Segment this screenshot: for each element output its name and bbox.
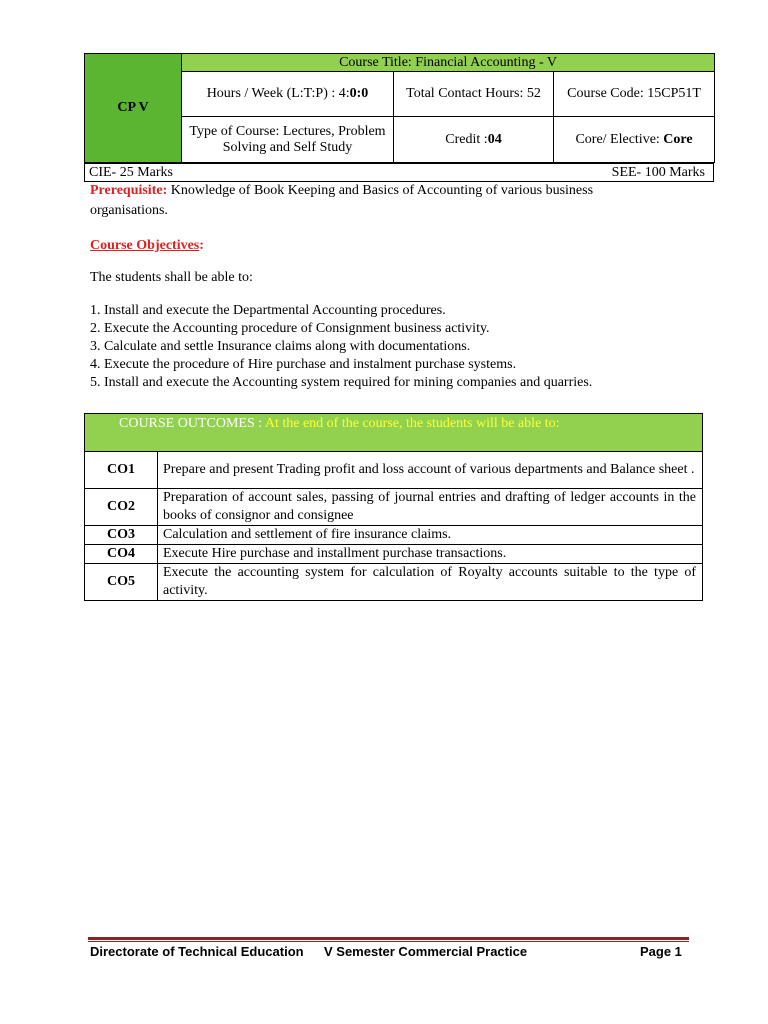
course-outcomes-table [84, 413, 703, 601]
core-label: Core/ Elective: [575, 131, 664, 147]
footer-page-number: Page 1 [640, 944, 682, 959]
prerequisite [90, 181, 650, 221]
objective-item: 3. Calculate and settle Insurance claims along with documentations. [90, 339, 471, 354]
objective-item: 2. Execute the Accounting procedure of Consignment business activity. [90, 321, 490, 336]
outcome-code: CO2 [85, 489, 158, 526]
outcome-text: Prepare and present Trading profit and loss account of various departments and Balance sheet . [158, 452, 703, 489]
hours-value: 0:0 [349, 86, 369, 101]
outcome-text: Execute the accounting system for calculation of Royalty accounts suitable to the type of activity. [158, 564, 703, 601]
hours-per-week [182, 72, 394, 117]
objectives-list [90, 302, 592, 392]
course-header-table [84, 53, 715, 163]
outcomes-subheading: At the end of the course, the students will be able to: [264, 416, 560, 431]
core-value: Core [663, 131, 693, 147]
table-row [85, 489, 703, 526]
table-row [85, 526, 703, 545]
outcome-code: CO5 [85, 564, 158, 601]
objective-item: 4. Execute the procedure of Hire purchase and instalment purchase systems. [90, 357, 517, 372]
footer-center: V Semester Commercial Practice [324, 944, 528, 959]
prerequisite-text: Knowledge of Book Keeping and Basics of Accounting of various business organisations. [90, 183, 594, 218]
outcome-code: CO4 [85, 545, 158, 564]
table-row [85, 564, 703, 601]
outcome-text: Execute Hire purchase and installment purchase transactions. [158, 545, 703, 564]
footer-divider-thin [88, 941, 689, 942]
credit [394, 117, 554, 163]
core-elective [554, 117, 715, 163]
outcomes-header [85, 414, 703, 452]
objectives-heading-colon: : [199, 238, 204, 253]
hours-label: Hours / Week (L:T:P) : 4: [206, 86, 350, 101]
type-of-course: Type of Course: Lectures, Problem Solving and Self Study [182, 117, 394, 163]
table-row [85, 545, 703, 564]
footer-divider [88, 937, 689, 940]
cie-marks: CIE- 25 Marks [89, 165, 173, 180]
course-title: Course Title: Financial Accounting - V [182, 54, 715, 72]
outcomes-heading: COURSE OUTCOMES : [119, 416, 265, 431]
outcome-text: Calculation and settlement of fire insurance claims. [158, 526, 703, 545]
footer-left: Directorate of Technical Education [90, 944, 304, 959]
credit-label: Credit : [445, 131, 488, 147]
objectives-intro: The students shall be able to: [90, 270, 253, 285]
contact-hours: Total Contact Hours: 52 [394, 72, 554, 117]
outcome-code: CO1 [85, 452, 158, 489]
credit-value: 04 [487, 131, 502, 147]
outcome-code: CO3 [85, 526, 158, 545]
see-marks: SEE- 100 Marks [611, 165, 705, 180]
outcome-text: Preparation of account sales, passing of journal entries and drafting of ledger accounts in the books of consignor and consignee [158, 489, 703, 526]
objectives-heading-text: Course Objectives [90, 238, 200, 253]
prerequisite-label: Prerequisite: [90, 183, 168, 198]
table-row [85, 452, 703, 489]
objective-item: 1. Install and execute the Departmental Accounting procedures. [90, 303, 446, 318]
objectives-heading [90, 236, 204, 256]
marks-row [84, 163, 714, 182]
objective-item: 5. Install and execute the Accounting system required for mining companies and quarries. [90, 375, 593, 390]
course-code-cell: CP V [85, 54, 182, 163]
course-code: Course Code: 15CP51T [554, 72, 715, 117]
